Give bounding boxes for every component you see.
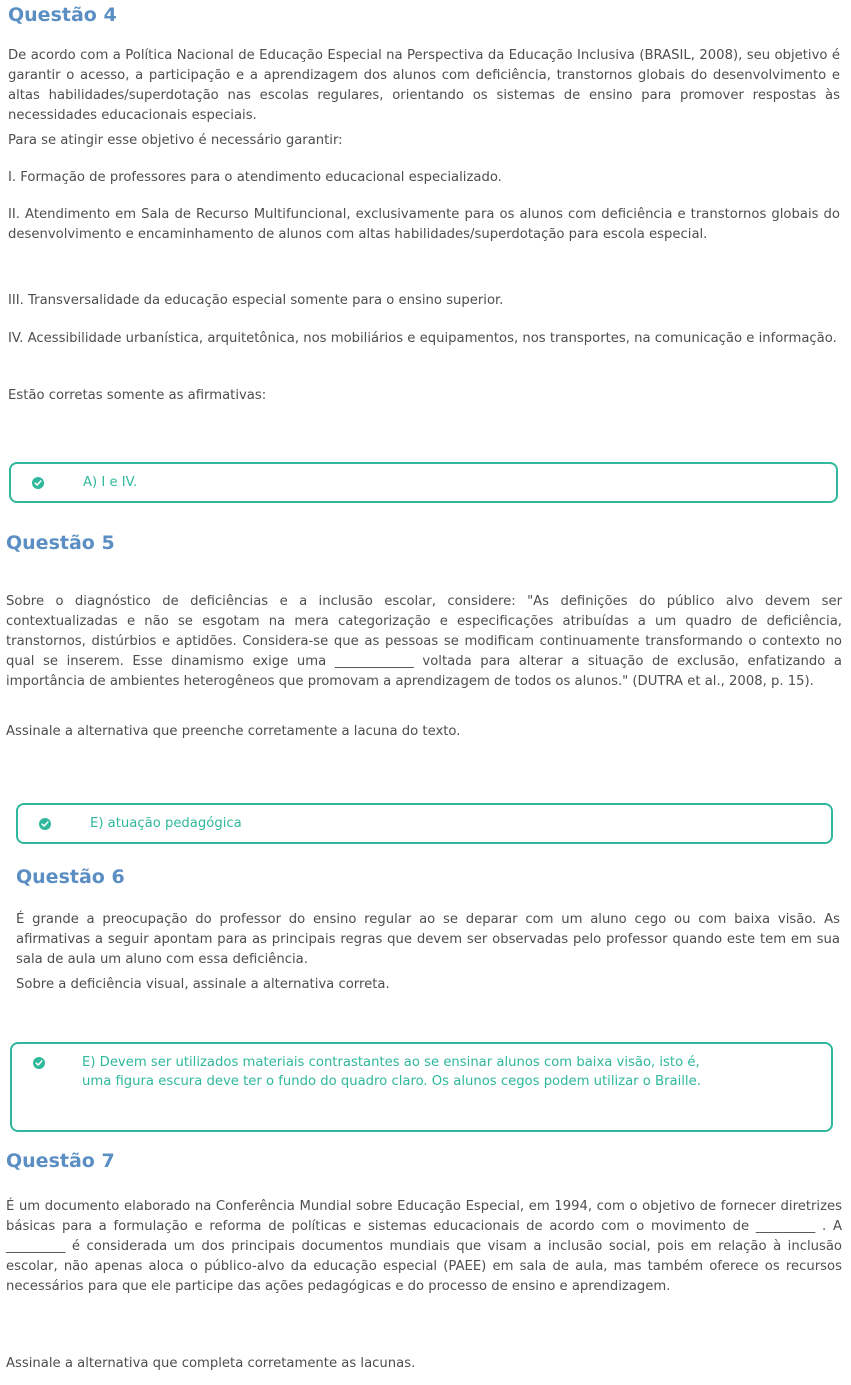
question-instruction: Assinale a alternativa que completa corretamente as lacunas. xyxy=(6,1356,416,1371)
question-prompt: Para se atingir esse objetivo é necessário garantir: xyxy=(8,133,343,148)
question-instruction: Estão corretas somente as afirmativas: xyxy=(8,388,267,403)
statement-ii: II. Atendimento em Sala de Recurso Multifuncional, exclusivamente para os alunos com deficiência e transtornos globais do desenvolvimento e encaminhamento de alunos com altas habilidades/superdotação para escola especial. xyxy=(8,207,840,242)
check-circle-icon xyxy=(33,1057,45,1069)
question-statement: É um documento elaborado na Conferência Mundial sobre Educação Especial, em 1994, com o objetivo de fornecer diretrizes básicas para a formulação e reforma de políticas e sistemas educacionais de acordo com o movimento de _________ . A _________ é considerada um dos principais documentos mundiais que visam a inclusão social, pois em relação à inclusão escolar, não apenas aloca o público-alvo da educação especial (PAEE) em sala de aula, mas também oferece os recursos necessários para que ele participe das ações pedagógicas e do processo de ensino e aprendizagem. xyxy=(6,1199,842,1294)
question-instruction: Sobre a deficiência visual, assinale a alternativa correta. xyxy=(16,977,390,992)
question-title: Questão 7 xyxy=(6,1150,115,1172)
answer-label: A) I e IV. xyxy=(83,475,138,490)
question-title: Questão 5 xyxy=(6,532,115,554)
question-instruction: Assinale a alternativa que preenche corretamente a lacuna do texto. xyxy=(6,724,461,739)
statement-iv: IV. Acessibilidade urbanística, arquitetônica, nos mobiliários e equipamentos, nos transportes, na comunicação e informação. xyxy=(8,331,837,346)
answer-label: E) atuação pedagógica xyxy=(90,816,242,831)
question-title: Questão 4 xyxy=(8,4,117,26)
question-statement: Sobre o diagnóstico de deficiências e a inclusão escolar, considere: "As definições do público alvo devem ser contextualizadas e não se esgotam na mera categorização e especificações atribuídas a um quadro de deficiência, transtornos, distúrbios e aptidões. Considera-se que as pessoas se modificam continuamente transformando o contexto no qual se inserem. Esse dinamismo exige uma ____________ voltada para alterar a situação de exclusão, enfatizando a importância de ambientes heterogêneos que promovam a aprendizagem de todos os alunos." (DUTRA et al., 2008, p. 15). xyxy=(6,594,842,689)
statement-iii: III. Transversalidade da educação especial somente para o ensino superior. xyxy=(8,293,504,308)
question-title: Questão 6 xyxy=(16,866,125,888)
check-circle-icon xyxy=(39,818,51,830)
question-statement: É grande a preocupação do professor do ensino regular ao se deparar com um aluno cego ou com baixa visão. As afirmativas a seguir apontam para as principais regras que devem ser observadas pelo professor quando este tem em sua sala de aula um aluno com essa deficiência. xyxy=(16,912,840,967)
check-circle-icon xyxy=(32,477,44,489)
selected-answer-option[interactable] xyxy=(10,1042,833,1132)
statement-i: I. Formação de professores para o atendimento educacional especializado. xyxy=(8,170,502,185)
selected-answer-option[interactable] xyxy=(9,462,838,503)
answer-label: E) Devem ser utilizados materiais contrastantes ao se ensinar alunos com baixa visão, isto é, uma figura escura deve ter o fundo do quadro claro. Os alunos cegos podem utilizar o Braille. xyxy=(82,1055,701,1089)
selected-answer-option[interactable] xyxy=(16,803,833,844)
question-statement: De acordo com a Política Nacional de Educação Especial na Perspectiva da Educação Inclusiva (BRASIL, 2008), seu objetivo é garantir o acesso, a participação e a aprendizagem dos alunos com deficiência, transtornos globais do desenvolvimento e altas habilidades/superdotação nas escolas regulares, orientando os sistemas de ensino para promover respostas às necessidades educacionais especiais. xyxy=(8,48,840,123)
